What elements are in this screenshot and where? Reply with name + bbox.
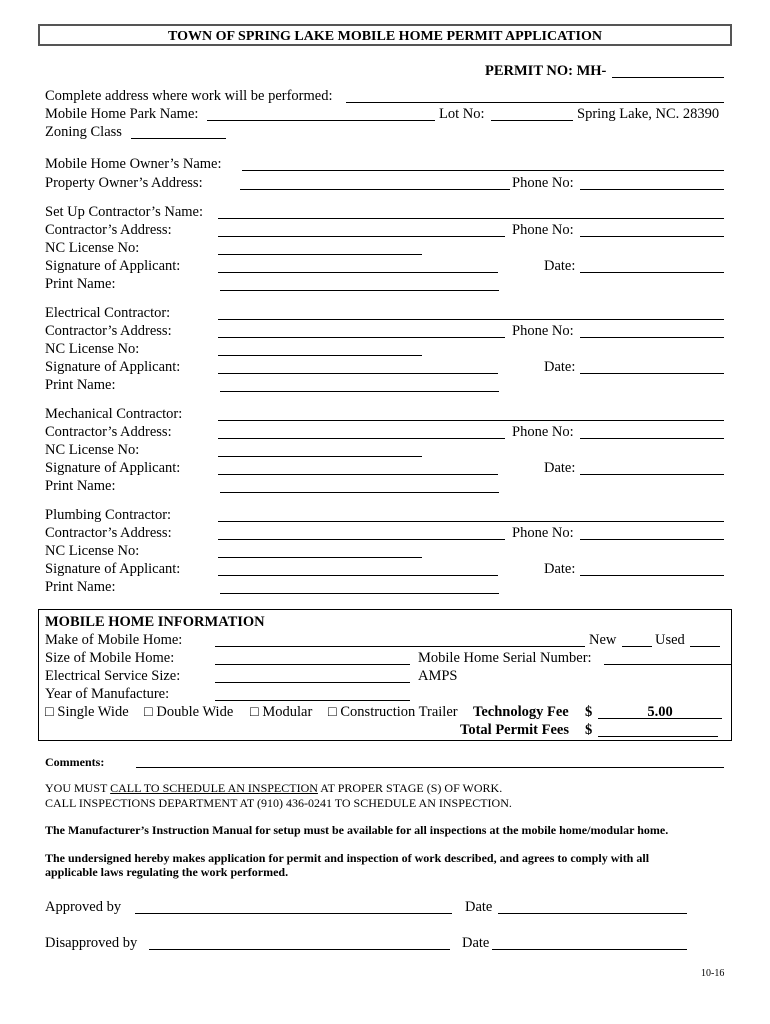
property-address-field[interactable] <box>240 189 510 190</box>
inspection-notice-line2: CALL INSPECTIONS DEPARTMENT AT (910) 436-0241 TO SCHEDULE AN INSPECTION. <box>45 796 512 810</box>
plumbing-license-label: NC License No: <box>45 543 140 559</box>
electrical-date-label: Date: <box>544 359 576 375</box>
modular-label: Modular <box>262 704 313 720</box>
mechanical-date-label: Date: <box>544 460 576 476</box>
setup-print-name-field[interactable] <box>220 290 499 291</box>
owner-phone-label: Phone No: <box>512 175 574 191</box>
electrical-contractor-field[interactable] <box>218 319 724 320</box>
setup-contractor-name-label: Set Up Contractor’s Name: <box>45 204 203 220</box>
owner-phone-field[interactable] <box>580 189 724 190</box>
mechanical-print-name-label: Print Name: <box>45 478 116 494</box>
approved-date-label: Date <box>465 899 493 915</box>
setup-contractor-phone-label: Phone No: <box>512 222 574 238</box>
plumbing-signature-field[interactable] <box>218 575 498 576</box>
setup-license-label: NC License No: <box>45 240 140 256</box>
checkbox-icon[interactable]: □ <box>144 704 153 720</box>
mechanical-contractor-field[interactable] <box>218 420 724 421</box>
electrical-license-label: NC License No: <box>45 341 140 357</box>
technology-fee-field <box>598 718 722 719</box>
comments-label: Comments: <box>45 755 105 769</box>
total-fees-label: Total Permit Fees <box>460 722 569 738</box>
year-field[interactable] <box>215 700 410 701</box>
single-wide-option[interactable] <box>45 705 129 720</box>
plumbing-contractor-label: Plumbing Contractor: <box>45 507 172 523</box>
plumbing-phone-label: Phone No: <box>512 525 574 541</box>
mechanical-address-label: Contractor’s Address: <box>45 424 172 440</box>
total-fees-field[interactable] <box>598 736 718 737</box>
plumbing-contractor-field[interactable] <box>218 521 724 522</box>
mechanical-address-field[interactable] <box>218 438 505 439</box>
disapproved-by-field[interactable] <box>149 949 450 950</box>
size-field[interactable] <box>215 664 410 665</box>
electrical-phone-label: Phone No: <box>512 323 574 339</box>
construction-trailer-option[interactable] <box>328 705 458 720</box>
electrical-print-name-field[interactable] <box>220 391 499 392</box>
electrical-phone-field[interactable] <box>580 337 724 338</box>
setup-contractor-address-field[interactable] <box>218 236 505 237</box>
total-fees-currency: $ <box>585 722 593 738</box>
setup-contractor-phone-field[interactable] <box>580 236 724 237</box>
electrical-signature-label: Signature of Applicant: <box>45 359 181 375</box>
plumbing-phone-field[interactable] <box>580 539 724 540</box>
double-wide-option[interactable] <box>144 705 233 720</box>
make-label: Make of Mobile Home: <box>45 632 183 648</box>
new-field[interactable] <box>622 646 652 647</box>
permit-no-label: PERMIT NO: MH- <box>485 63 607 79</box>
double-wide-label: Double Wide <box>156 704 234 720</box>
form-title: TOWN OF SPRING LAKE MOBILE HOME PERMIT APPLICATION <box>168 29 602 44</box>
amps-label: AMPS <box>418 668 458 684</box>
mechanical-print-name-field[interactable] <box>220 492 499 493</box>
plumbing-print-name-label: Print Name: <box>45 579 116 595</box>
permit-no-field[interactable] <box>612 77 724 78</box>
used-label: Used <box>655 632 685 648</box>
checkbox-icon[interactable]: □ <box>328 704 337 720</box>
electrical-address-field[interactable] <box>218 337 505 338</box>
plumbing-address-label: Contractor’s Address: <box>45 525 172 541</box>
mechanical-signature-label: Signature of Applicant: <box>45 460 181 476</box>
mobile-home-info-heading: MOBILE HOME INFORMATION <box>45 614 265 630</box>
checkbox-icon[interactable]: □ <box>250 704 259 720</box>
declaration-line2: applicable laws regulating the work performed. <box>45 865 289 879</box>
electrical-signature-field[interactable] <box>218 373 498 374</box>
disapproved-by-label: Disapproved by <box>45 935 138 951</box>
park-name-field[interactable] <box>207 120 435 121</box>
setup-print-name-label: Print Name: <box>45 276 116 292</box>
electrical-address-label: Contractor’s Address: <box>45 323 172 339</box>
park-name-label: Mobile Home Park Name: <box>45 106 199 122</box>
address-label: Complete address where work will be performed: <box>45 88 333 104</box>
comments-field[interactable] <box>136 767 724 768</box>
mechanical-date-field[interactable] <box>580 474 724 475</box>
setup-contractor-address-label: Contractor’s Address: <box>45 222 172 238</box>
setup-signature-field[interactable] <box>218 272 498 273</box>
title-box <box>38 24 732 46</box>
approved-by-field[interactable] <box>135 913 452 914</box>
technology-fee-label: Technology Fee <box>473 704 569 720</box>
single-wide-label: Single Wide <box>57 704 129 720</box>
new-label: New <box>589 632 617 648</box>
mechanical-license-field[interactable] <box>218 456 422 457</box>
setup-date-label: Date: <box>544 258 576 274</box>
size-label: Size of Mobile Home: <box>45 650 175 666</box>
setup-license-field[interactable] <box>218 254 422 255</box>
technology-fee-currency: $ <box>585 704 593 720</box>
plumbing-print-name-field[interactable] <box>220 593 499 594</box>
mechanical-contractor-label: Mechanical Contractor: <box>45 406 183 422</box>
serial-number-label: Mobile Home Serial Number: <box>418 650 592 666</box>
schedule-inspection-text: CALL TO SCHEDULE AN INSPECTION <box>110 781 318 795</box>
manual-note: The Manufacturer’s Instruction Manual for setup must be available for all inspections at the mobile home/modular home. <box>45 823 669 837</box>
plumbing-address-field[interactable] <box>218 539 505 540</box>
electrical-contractor-label: Electrical Contractor: <box>45 305 171 321</box>
property-address-label: Property Owner’s Address: <box>45 175 203 191</box>
make-field[interactable] <box>215 646 585 647</box>
approved-by-label: Approved by <box>45 899 122 915</box>
service-size-label: Electrical Service Size: <box>45 668 181 684</box>
year-label: Year of Manufacture: <box>45 686 170 702</box>
setup-contractor-name-field[interactable] <box>218 218 724 219</box>
zoning-class-field[interactable] <box>131 138 226 139</box>
construction-trailer-label: Construction Trailer <box>340 704 458 720</box>
zoning-class-label: Zoning Class <box>45 124 122 140</box>
form-revision-code: 10-16 <box>701 968 725 979</box>
plumbing-date-label: Date: <box>544 561 576 577</box>
disapproved-date-label: Date <box>462 935 490 951</box>
service-size-field[interactable] <box>215 682 410 683</box>
mechanical-phone-field[interactable] <box>580 438 724 439</box>
mechanical-signature-field[interactable] <box>218 474 498 475</box>
owner-name-label: Mobile Home Owner’s Name: <box>45 156 222 172</box>
notice-suffix: AT PROPER STAGE (S) OF WORK. <box>317 781 503 795</box>
serial-number-field[interactable] <box>604 664 731 665</box>
technology-fee-value: 5.00 <box>647 704 673 720</box>
electrical-license-field[interactable] <box>218 355 422 356</box>
address-field[interactable] <box>346 102 724 103</box>
electrical-date-field[interactable] <box>580 373 724 374</box>
mechanical-license-label: NC License No: <box>45 442 140 458</box>
setup-date-field[interactable] <box>580 272 724 273</box>
plumbing-date-field[interactable] <box>580 575 724 576</box>
plumbing-signature-label: Signature of Applicant: <box>45 561 181 577</box>
plumbing-license-field[interactable] <box>218 557 422 558</box>
declaration-line1: The undersigned hereby makes application for permit and inspection of work described, and agrees to comply with all <box>45 851 650 865</box>
used-field[interactable] <box>690 646 720 647</box>
electrical-print-name-label: Print Name: <box>45 377 116 393</box>
modular-option[interactable] <box>250 705 312 720</box>
notice-prefix: YOU MUST <box>45 781 111 795</box>
owner-name-field[interactable] <box>242 170 724 171</box>
inspection-notice-line1 <box>45 782 502 794</box>
city-state-text: Spring Lake, NC. 28390 <box>577 106 720 122</box>
lot-no-label: Lot No: <box>439 106 485 122</box>
lot-no-field[interactable] <box>491 120 573 121</box>
approved-date-field[interactable] <box>498 913 687 914</box>
disapproved-date-field[interactable] <box>492 949 687 950</box>
checkbox-icon[interactable]: □ <box>45 704 54 720</box>
setup-signature-label: Signature of Applicant: <box>45 258 181 274</box>
mechanical-phone-label: Phone No: <box>512 424 574 440</box>
